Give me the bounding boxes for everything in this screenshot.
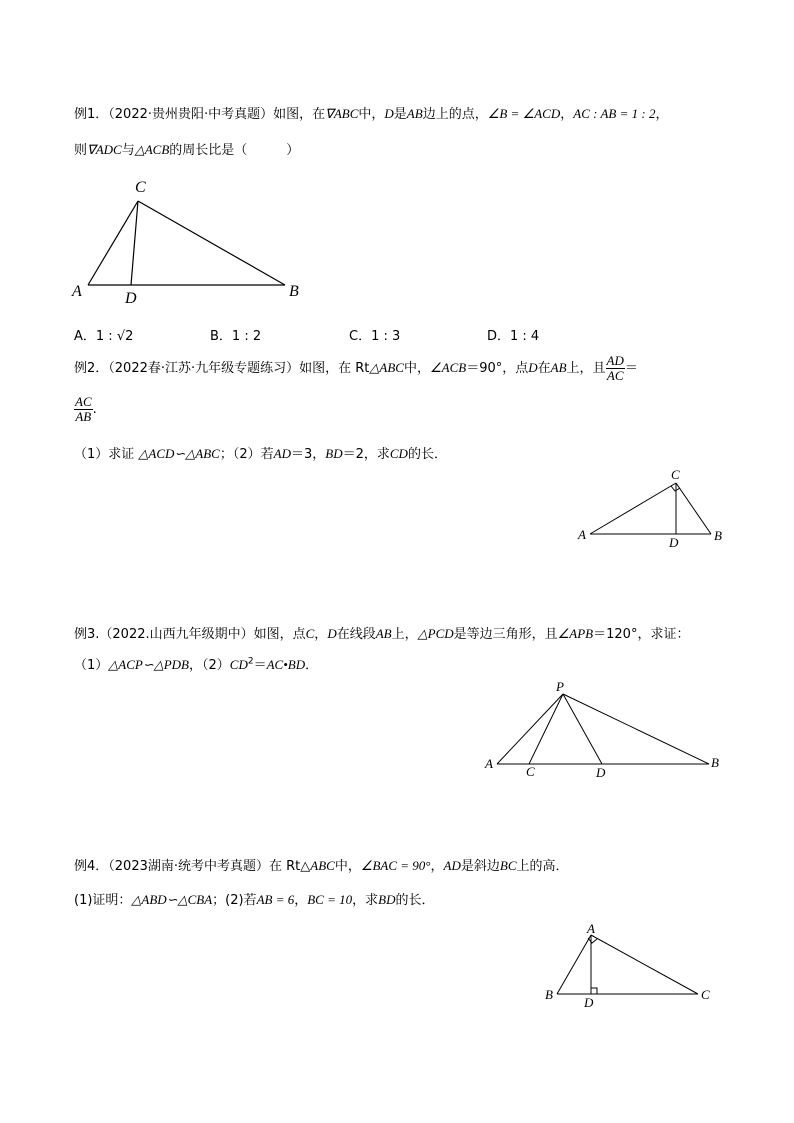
ex2-text: 的长． bbox=[407, 447, 447, 462]
ex1-text: ， bbox=[560, 107, 574, 122]
ex1-label-d: D bbox=[125, 290, 137, 307]
ex1-text: 则 bbox=[74, 143, 88, 158]
ex1-triangle-acb: △ACB bbox=[134, 142, 170, 157]
ex3-var-cd: CD bbox=[229, 657, 248, 672]
ex2-var-bd: BD bbox=[325, 446, 343, 461]
ex4-label-d: D bbox=[584, 995, 594, 1010]
ex2-triangle-abc: △ABC bbox=[369, 360, 404, 375]
ex4-text: 上的高． bbox=[516, 859, 569, 874]
fraction-numerator: AC bbox=[75, 394, 92, 409]
ex4-angle-bac: ∠BAC = 90° bbox=[360, 858, 431, 873]
ex4-value-bc: BC = 10 bbox=[307, 892, 353, 907]
ex1-label-a: A bbox=[72, 283, 82, 300]
ex3-exponent: 2 bbox=[247, 656, 254, 667]
ex4-label-b: B bbox=[545, 987, 553, 1002]
ex2-text: ＝90°，点 bbox=[466, 361, 529, 376]
ex3-text: 在线段 bbox=[336, 627, 376, 642]
ex1-text: 是 bbox=[393, 107, 407, 122]
ex3-text: （1） bbox=[74, 658, 109, 673]
ex3-label-a: A bbox=[485, 756, 493, 771]
ex1-text: 与 bbox=[121, 143, 135, 158]
option-letter: B． bbox=[210, 329, 232, 344]
ex1-text: 边上的点， bbox=[422, 107, 488, 122]
ex2-text: ；（2）若 bbox=[219, 447, 274, 462]
ex4-label-a: A bbox=[587, 921, 595, 936]
ex2-var-d: D bbox=[528, 360, 538, 375]
ex4-text: (1)证明： bbox=[74, 893, 132, 908]
ex3-product: AC•BD bbox=[266, 657, 306, 672]
option-letter: C． bbox=[349, 329, 372, 344]
ex2-text: 在 bbox=[537, 361, 551, 376]
ex3-label-c: C bbox=[526, 764, 535, 779]
ex4-value-ab: AB = 6 bbox=[256, 892, 295, 907]
ex3-angle-apb: ∠APB bbox=[557, 626, 594, 641]
ex2-var-cd: CD bbox=[389, 446, 408, 461]
ex3-var-ab: AB bbox=[375, 626, 392, 641]
ex2-text: （1）求证 bbox=[74, 447, 139, 462]
ex4-label-c: C bbox=[701, 987, 710, 1002]
ex1-label-b: B bbox=[289, 283, 299, 300]
ex3-label-p: P bbox=[556, 679, 564, 694]
ex3-text: ， bbox=[314, 627, 328, 642]
fraction-numerator: AD bbox=[606, 353, 624, 368]
option-text: 1 : 2 bbox=[231, 329, 262, 344]
ex2-equals: ＝ bbox=[624, 361, 638, 376]
ex2-label-d: D bbox=[669, 535, 679, 550]
ex4-side-ac bbox=[591, 935, 698, 994]
ex3-text: ，（2） bbox=[189, 658, 230, 673]
ex2-text: ＝2，求 bbox=[342, 447, 390, 462]
ex4-similarity: △ABD∽△CBA bbox=[131, 892, 213, 907]
ex3-triangle-pcd: △PCD bbox=[417, 626, 454, 641]
ex4-text: 的长． bbox=[395, 893, 435, 908]
ex2-title: 例2．（2022春·江苏·九年级专题练习）如图，在 Rt bbox=[74, 361, 370, 376]
option-letter: D． bbox=[487, 329, 511, 344]
ex3-label-d: D bbox=[596, 765, 606, 780]
ex1-label-c: C bbox=[135, 179, 146, 196]
ex2-similarity: △ACD∽△ABC bbox=[138, 446, 220, 461]
ex1-text: ， bbox=[655, 107, 669, 122]
ex2-var-ad: AD bbox=[273, 446, 291, 461]
ex3-label-b: B bbox=[711, 755, 719, 770]
ex4-text: ， bbox=[430, 859, 444, 874]
fraction-denominator: AC bbox=[606, 368, 624, 383]
ex4-text: ， bbox=[294, 893, 308, 908]
ex4-var-bd: BD bbox=[378, 892, 396, 907]
ex2-text: ＝3， bbox=[290, 447, 326, 462]
ex2-angle-acb: ∠ACB bbox=[429, 360, 467, 375]
ex4-triangle-abc: ABC bbox=[310, 858, 335, 873]
ex3-period: ． bbox=[305, 658, 319, 673]
ex3-text: 是等边三角形，且 bbox=[453, 627, 558, 642]
ex4-text: ；(2)若 bbox=[212, 893, 257, 908]
ex2-label-a: A bbox=[578, 527, 586, 542]
option-text: 1 : √2 bbox=[95, 329, 134, 344]
fraction-denominator: AB bbox=[75, 409, 92, 424]
ex2-period: . bbox=[92, 402, 97, 417]
ex4-var-bc: BC bbox=[499, 858, 517, 873]
ex2-label-c: C bbox=[671, 467, 680, 482]
ex2-text: 中， bbox=[403, 361, 430, 376]
option-text: 1 : 4 bbox=[510, 329, 540, 344]
ex2-label-b: B bbox=[714, 528, 722, 543]
ex3-var-c: C bbox=[305, 626, 315, 641]
ex4-var-ad: AD bbox=[443, 858, 461, 873]
ex2-text: 上，且 bbox=[566, 361, 606, 376]
ex4-text: ，求 bbox=[352, 893, 379, 908]
ex1-text: 中， bbox=[358, 107, 385, 122]
ex3-equals: ＝ bbox=[253, 658, 267, 673]
ex3-var-d: D bbox=[327, 626, 337, 641]
ex1-triangle-adc: ∇ADC bbox=[87, 142, 122, 157]
option-letter: A． bbox=[74, 329, 96, 344]
ex3-similarity: △ACP∽△PDB bbox=[108, 657, 189, 672]
ex4-right-angle-mark-d bbox=[591, 988, 597, 994]
option-text: 1 : 3 bbox=[371, 329, 401, 344]
ex1-angle-condition: ∠B = ∠ACD bbox=[487, 106, 561, 121]
ex1-triangle-abc: ∇ABC bbox=[325, 106, 359, 121]
ex1-ratio-condition: AC : AB = 1 : 2 bbox=[573, 106, 656, 121]
ex4-side-ab bbox=[557, 935, 591, 994]
ex4-text: 是斜边 bbox=[460, 859, 500, 874]
ex1-var-d: D bbox=[384, 106, 394, 121]
ex1-blank: 的周长比是（ ） bbox=[169, 143, 300, 158]
ex3-text: 上， bbox=[391, 627, 418, 642]
ex4-text: 中， bbox=[334, 859, 361, 874]
ex3-title: 例3.（2022.山西九年级期中）如图，点 bbox=[74, 627, 306, 642]
ex1-var-ab: AB bbox=[406, 106, 423, 121]
ex3-text: ＝120°，求证： bbox=[593, 627, 690, 642]
ex1-title: 例1．（2022·贵州贵阳·中考真题）如图，在 bbox=[74, 107, 326, 122]
ex2-var-ab: AB bbox=[550, 360, 567, 375]
ex4-title: 例4．（2023湖南·统考中考真题）在 Rt△ bbox=[74, 859, 311, 874]
